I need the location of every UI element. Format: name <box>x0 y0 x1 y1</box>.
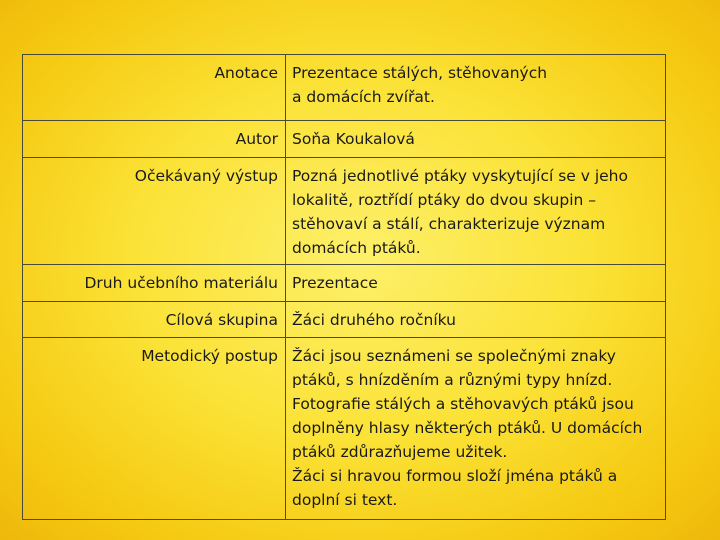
value-autor <box>286 121 666 158</box>
value-line: lokalitě, roztřídí ptáky do dvou skupin – <box>292 191 597 209</box>
row-autor <box>23 121 666 158</box>
value-line: domácích ptáků. <box>292 239 421 257</box>
row-metodicky-postup <box>23 338 666 520</box>
value-line: doplněny hlasy některých ptáků. U domácích <box>292 419 643 437</box>
label-anotace: Anotace <box>23 55 286 121</box>
value-line: Prezentace stálých, stěhovaných <box>292 64 548 82</box>
value-line: ptáků, s hnízděním a různými typy hnízd. <box>292 371 613 389</box>
metadata-table <box>22 54 666 520</box>
value-line: Fotografie stálých a stěhovavých ptáků jsou <box>292 395 634 413</box>
value-line: Soňa Koukalová <box>292 130 415 148</box>
label-druh-materialu: Druh učebního materiálu <box>23 265 286 302</box>
row-ocekavany-vystup <box>23 158 666 265</box>
value-line: Žáci si hravou formou složí jména ptáků a <box>292 467 618 485</box>
value-metodicky-postup <box>286 338 666 520</box>
value-cilova-skupina <box>286 302 666 338</box>
value-line: Žáci druhého ročníku <box>292 311 456 329</box>
value-anotace <box>286 55 666 121</box>
value-ocekavany-vystup <box>286 158 666 265</box>
row-anotace <box>23 55 666 121</box>
value-line: Pozná jednotlivé ptáky vyskytující se v jeho <box>292 167 628 185</box>
value-line: stěhovaví a stálí, charakterizuje význam <box>292 215 606 233</box>
value-line: doplní si text. <box>292 491 398 509</box>
value-line: ptáků zdůrazňujeme užitek. <box>292 443 508 461</box>
label-cilova-skupina: Cílová skupina <box>23 302 286 338</box>
row-druh-materialu <box>23 265 666 302</box>
value-line: Prezentace <box>292 274 378 292</box>
row-cilova-skupina <box>23 302 666 338</box>
value-line: Žáci jsou seznámeni se společnými znaky <box>292 347 616 365</box>
label-ocekavany-vystup: Očekávaný výstup <box>23 158 286 265</box>
value-line: a domácích zvířat. <box>292 88 435 106</box>
label-metodicky-postup: Metodický postup <box>23 338 286 520</box>
value-druh-materialu <box>286 265 666 302</box>
label-autor: Autor <box>23 121 286 158</box>
